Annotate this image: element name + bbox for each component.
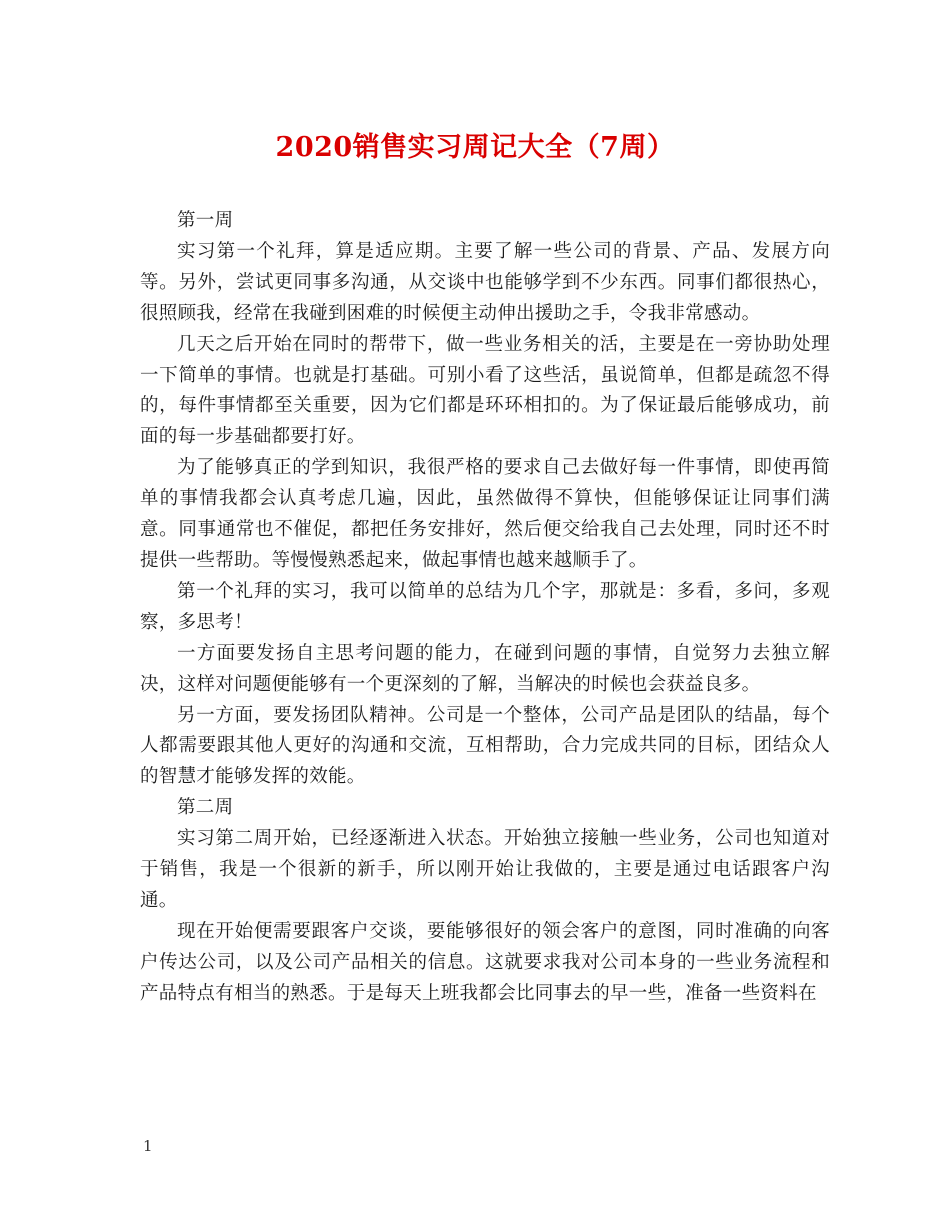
document-title: 2020销售实习周记大全（7周）	[275, 132, 675, 163]
paragraph: 实习第二周开始，已经逐渐进入状态。开始独立接触一些业务，公司也知道对于销售，我是一个很新的新手，所以刚开始让我做的，主要是通过电话跟客户沟通。	[140, 828, 830, 911]
paragraph: 一方面要发扬自主思考问题的能力，在碰到问题的事情，自觉努力去独立解决，这样对问题便能够有一个更深刻的了解，当解决的时候也会获益良多。	[140, 642, 830, 695]
paragraph: 现在开始便需要跟客户交谈，要能够很好的领会客户的意图，同时准确的向客户传达公司，以及公司产品相关的信息。这就要求我对公司本身的一些业务流程和产品特点有相当的熟悉。于是每天上班我都会比同事去的早一些，准备一些资料在	[140, 920, 830, 1004]
paragraph: 几天之后开始在同时的帮带下，做一些业务相关的活，主要是在一旁协助处理一下简单的事情。也就是打基础。可别小看了这些活，虽说简单，但都是疏忽不得的，每件事情都至关重要，因为它们都是环环相扣的。为了保证最后能够成功，前面的每一步基础都要打好。	[140, 333, 830, 448]
document-body	[140, 206, 830, 1010]
paragraph: 第一个礼拜的实习，我可以简单的总结为几个字，那就是：多看，多问，多观察，多思考！	[140, 580, 830, 633]
paragraph: 另一方面，要发扬团队精神。公司是一个整体，公司产品是团队的结晶，每个人都需要跟其他人更好的沟通和交流，互相帮助，合力完成共同的目标，团结众人的智慧才能够发挥的效能。	[140, 704, 830, 788]
paragraph: 实习第一个礼拜，算是适应期。主要了解一些公司的背景、产品、发展方向等。另外，尝试更同事多沟通，从交谈中也能够学到不少东西。同事们都很热心，很照顾我，经常在我碰到困难的时候便主动伸出援助之手，令我非常感动。	[140, 240, 830, 324]
heading-week-1: 第一周	[177, 210, 234, 231]
heading-week-2: 第二周	[177, 797, 234, 819]
page-number: 1	[143, 1137, 153, 1155]
paragraph: 为了能够真正的学到知识，我很严格的要求自己去做好每一件事情，即使再简单的事情我都会认真考虑几遍，因此，虽然做得不算快，但能够保证让同事们满意。同事通常也不催促，都把任务安排好，然后便交给我自己去处理，同时还不时提供一些帮助。等慢慢熟悉起来，做起事情也越来越顺手了。	[140, 457, 830, 571]
